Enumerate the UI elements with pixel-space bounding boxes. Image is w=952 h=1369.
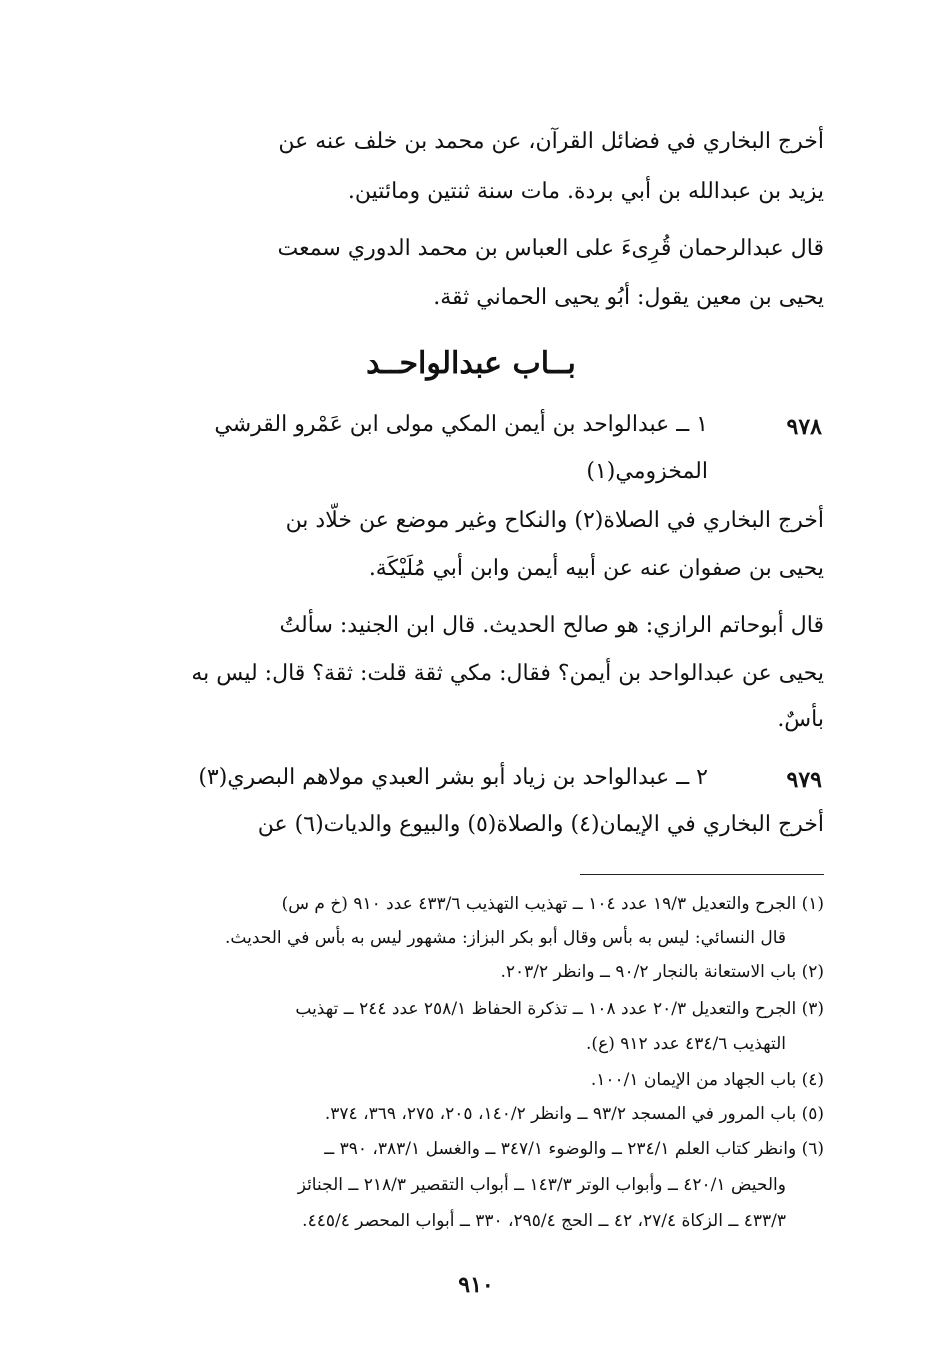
entry-number: ٩٧٩ bbox=[786, 767, 822, 793]
entry-title-line: ١ ــ عبدالواحد بن أيمن المكي مولى ابن عَمْرو القرشي bbox=[214, 412, 708, 437]
footnote-line: ٤٣٣/٣ ــ الزكاة ٢٧/٤، ٤٢ ــ الحج ٢٩٥/٤، ٣٣٠ ــ أبواب المحصر ٤٤٥/٤. bbox=[302, 1211, 786, 1231]
paragraph-line: بأسٌ. bbox=[777, 707, 824, 732]
paragraph-line: قال عبدالرحمان قُرِىءَ على العباس بن محمد الدوري سمعت bbox=[277, 236, 824, 261]
footnote-line: (٣) الجرح والتعديل ٢٠/٣ عدد ١٠٨ ــ تذكرة الحفاظ ٢٥٨/١ عدد ٢٤٤ ــ تهذيب bbox=[295, 999, 824, 1019]
paragraph-line: يحيى بن معين يقول: أبُو يحيى الحماني ثقة. bbox=[433, 285, 824, 310]
paragraph-line: أخرج البخاري في الإيمان(٤) والصلاة(٥) والبيوع والديات(٦) عن bbox=[257, 812, 824, 837]
footnote-divider bbox=[580, 874, 824, 875]
entry-title-line: ٢ ــ عبدالواحد بن زياد أبو بشر العبدي مولاهم البصري(٣) bbox=[198, 765, 708, 790]
footnote-line: (٦) وانظر كتاب العلم ٢٣٤/١ ــ والوضوء ٣٤٧/١ ــ والغسل ٣٨٣/١، ٣٩٠ ــ bbox=[324, 1139, 824, 1159]
entry-number: ٩٧٨ bbox=[786, 414, 822, 440]
paragraph-line: يحيى بن صفوان عنه عن أبيه أيمن وابن أبي مُلَيْكَة. bbox=[368, 556, 824, 581]
paragraph-line: يحيى عن عبدالواحد بن أيمن؟ فقال: مكي ثقة قلت: ثقة؟ قال: ليس به bbox=[191, 661, 824, 686]
paragraph-line: أخرج البخاري في فضائل القرآن، عن محمد بن خلف عنه عن bbox=[278, 129, 824, 154]
paragraph-line: قال أبوحاتم الرازي: هو صالح الحديث. قال ابن الجنيد: سألتُ bbox=[279, 613, 824, 638]
footnote-line: (١) الجرح والتعديل ١٩/٣ عدد ١٠٤ ــ تهذيب التهذيب ٤٣٣/٦ عدد ٩١٠ (خ م س) bbox=[281, 894, 824, 914]
footnote-line: التهذيب ٤٣٤/٦ عدد ٩١٢ (ع). bbox=[586, 1034, 786, 1054]
entry-title-line: المخزومي(١) bbox=[586, 459, 708, 484]
page-number: ٩١٠ bbox=[458, 1272, 494, 1298]
footnote-line: قال النسائي: ليس به بأس وقال أبو بكر البزاز: مشهور ليس به بأس في الحديث. bbox=[225, 928, 786, 948]
footnote-line: (٢) باب الاستعانة بالنجار ٩٠/٢ ــ وانظر ٢٠٣/٢. bbox=[500, 962, 824, 982]
footnote-line: (٥) باب المرور في المسجد ٩٣/٢ ــ وانظر ١٤٠/٢، ٢٠٥، ٢٧٥، ٣٦٩، ٣٧٤. bbox=[324, 1104, 824, 1124]
paragraph-line: يزيد بن عبدالله بن أبي بردة. مات سنة ثنتين ومائتين. bbox=[347, 179, 824, 204]
section-heading: بــاب عبدالواحــد bbox=[366, 346, 576, 381]
footnote-line: والحيض ٤٢٠/١ ــ وأبواب الوتر ١٤٣/٣ ــ أبواب التقصير ٢١٨/٣ ــ الجنائز bbox=[297, 1175, 786, 1195]
footnote-line: (٤) باب الجهاد من الإيمان ١٠٠/١. bbox=[590, 1070, 824, 1090]
paragraph-line: أخرج البخاري في الصلاة(٢) والنكاح وغير موضع عن خلّاد بن bbox=[285, 508, 824, 533]
